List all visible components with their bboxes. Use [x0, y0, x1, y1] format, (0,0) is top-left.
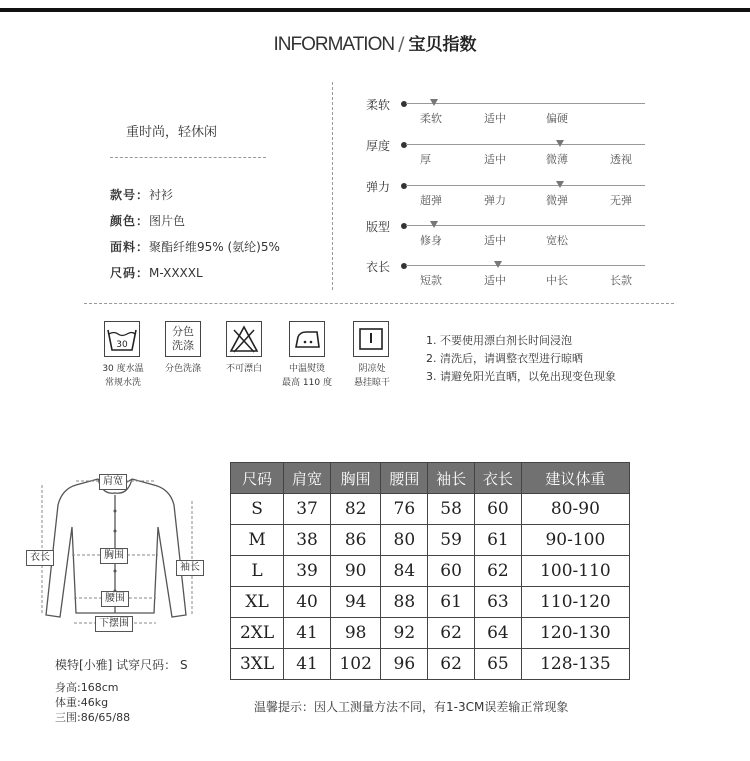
size-cell: 65: [475, 649, 522, 680]
attr-option: 短款: [420, 274, 442, 287]
size-cell: 98: [330, 618, 380, 649]
size-header-cell: 衣长: [475, 463, 522, 494]
attr-dot: [401, 101, 407, 107]
wash-30-icon: [104, 321, 140, 357]
size-cell: 2XL: [231, 618, 284, 649]
attr-option: 厚: [420, 153, 431, 166]
size-header-cell: 肩宽: [284, 463, 331, 494]
attr-option: 中长: [546, 274, 568, 287]
size-cell: 37: [284, 494, 331, 525]
vertical-divider: [332, 82, 333, 290]
size-cell: 102: [330, 649, 380, 680]
attr-selected-marker: [494, 261, 502, 268]
size-cell: 60: [475, 494, 522, 525]
size-cell: 61: [475, 525, 522, 556]
size-cell: 80-90: [521, 494, 629, 525]
size-cell: 3XL: [231, 649, 284, 680]
size-header-cell: 尺码: [231, 463, 284, 494]
size-cell: 96: [381, 649, 428, 680]
attr-option: 适中: [484, 274, 506, 287]
shade-dry-icon: [353, 321, 389, 357]
size-cell: 41: [284, 618, 331, 649]
section-heading: [0, 30, 750, 56]
wash-caption: 30 度水温 常规水洗: [102, 364, 144, 388]
attr-option: 适中: [484, 112, 506, 125]
size-cell: 58: [428, 494, 475, 525]
sleeve-label: 袖长: [176, 560, 204, 576]
attr-option: 弹力: [484, 194, 506, 207]
size-cell: 88: [381, 587, 428, 618]
attr-option: 适中: [484, 153, 506, 166]
care-note-1: 1. 不要使用漂白剂长时间浸泡: [426, 334, 572, 347]
size-cell: 39: [284, 556, 331, 587]
size-header-cell: 腰围: [381, 463, 428, 494]
attr-scale-line: [406, 185, 645, 186]
separate-wash-text1: 分色: [172, 325, 194, 338]
care-note-3: 3. 请避免阳光直晒，以免出现变色现象: [426, 370, 616, 383]
size-cell: 64: [475, 618, 522, 649]
size-cell: 62: [428, 649, 475, 680]
attr-scale-line: [406, 144, 645, 145]
attr-option: 柔软: [420, 112, 442, 125]
slogan-divider: [110, 157, 266, 158]
size-cell: M: [231, 525, 284, 556]
size-cell: 59: [428, 525, 475, 556]
size-cell: 128-135: [521, 649, 629, 680]
no-bleach-caption: 不可漂白: [225, 364, 262, 374]
attr-selected-marker: [556, 181, 564, 188]
table-row: [231, 587, 630, 618]
separate-wash-caption: 分色洗涤: [164, 364, 201, 374]
size-cell: 76: [381, 494, 428, 525]
size-cell: 120-130: [521, 618, 629, 649]
care-note-2: 2. 清洗后，请调整衣型进行晾晒: [426, 352, 583, 365]
attr-option: 长款: [610, 274, 632, 287]
attr-label: 衣长: [366, 260, 391, 274]
size-cell: 90: [330, 556, 380, 587]
size-cell: 62: [428, 618, 475, 649]
attr-scale-line: [406, 103, 645, 104]
attr-option: 适中: [484, 234, 506, 247]
attr-scale-line: [406, 265, 645, 266]
separate-wash-icon: [165, 321, 201, 357]
size-cell: 86: [330, 525, 380, 556]
size-cell: 90-100: [521, 525, 629, 556]
size-cell: S: [231, 494, 284, 525]
attr-selected-marker: [430, 221, 438, 228]
size-table: [230, 462, 630, 680]
attr-option: 微弹: [546, 194, 568, 207]
attr-option: 偏硬: [546, 112, 568, 125]
attr-dot: [401, 263, 407, 269]
separate-wash-text2: 洗涤: [172, 339, 194, 352]
heading-cn: 宝贝指数: [408, 35, 477, 55]
attr-label: 弹力: [366, 180, 391, 194]
hem-label: 下摆围: [95, 616, 133, 632]
iron-medium-icon: [289, 321, 325, 357]
size-cell: 82: [330, 494, 380, 525]
table-row: [231, 556, 630, 587]
table-row: [231, 649, 630, 680]
size-cell: 94: [330, 587, 380, 618]
attr-label: 厚度: [366, 139, 391, 153]
info-color: 颜色：图片色: [110, 214, 186, 228]
table-row: [231, 494, 630, 525]
size-cell: 38: [284, 525, 331, 556]
iron-caption: 中温熨烫 最高 110 度: [282, 364, 332, 388]
attr-option: 超弹: [420, 194, 442, 207]
table-row: [231, 525, 630, 556]
size-cell: L: [231, 556, 284, 587]
attr-label: 版型: [366, 220, 391, 234]
size-cell: 92: [381, 618, 428, 649]
size-cell: 60: [428, 556, 475, 587]
model-weight: 体重:46kg: [55, 696, 109, 709]
measurement-tip: 温馨提示：因人工测量方法不同，有1-3CM误差输正常现象: [254, 700, 569, 714]
length-label: 衣长: [26, 550, 54, 566]
wash-temp-text: 30: [116, 340, 128, 350]
attr-selected-marker: [556, 140, 564, 147]
table-row: [231, 618, 630, 649]
size-header-cell: 袖长: [428, 463, 475, 494]
attr-option: 微薄: [546, 153, 568, 166]
attr-option: 宽松: [546, 234, 568, 247]
size-cell: 63: [475, 587, 522, 618]
attr-scale-line: [406, 225, 645, 226]
attr-dot: [401, 183, 407, 189]
model-measure: 三围:86/65/88: [55, 711, 131, 724]
size-cell: 62: [475, 556, 522, 587]
slogan: 重时尚，轻休闲: [126, 125, 218, 140]
waist-label: 腰围: [101, 591, 129, 607]
size-cell: 61: [428, 587, 475, 618]
attr-dot: [401, 142, 407, 148]
attr-option: 透视: [610, 153, 632, 166]
heading-slash: /: [398, 33, 405, 55]
attr-selected-marker: [430, 99, 438, 106]
info-size: 尺码：M-XXXXL: [110, 266, 203, 280]
model-title: 模特[小雅] 试穿尺码： S: [55, 658, 188, 672]
attr-option: 无弹: [610, 194, 632, 207]
section-divider: [84, 303, 674, 304]
size-cell: 110-120: [521, 587, 629, 618]
chest-label: 胸围: [100, 548, 128, 564]
size-table-header: [231, 463, 630, 494]
shade-dry-caption: 阴凉处 悬挂晾干: [353, 364, 390, 388]
size-cell: 80: [381, 525, 428, 556]
info-style: 款号：衬衫: [110, 188, 174, 202]
size-header-cell: 建议体重: [521, 463, 629, 494]
attr-dot: [401, 223, 407, 229]
no-bleach-icon: [226, 321, 262, 357]
model-height: 身高:168cm: [55, 681, 119, 694]
size-cell: 40: [284, 587, 331, 618]
shoulder-label: 肩宽: [99, 474, 127, 490]
heading-en: INFORMATION: [273, 34, 395, 55]
size-cell: XL: [231, 587, 284, 618]
info-fabric: 面料：聚酯纤维95% (氨纶)5%: [110, 240, 280, 254]
attr-option: 修身: [420, 234, 442, 247]
size-header-cell: 胸围: [330, 463, 380, 494]
size-cell: 84: [381, 556, 428, 587]
attr-label: 柔软: [366, 98, 391, 112]
size-cell: 41: [284, 649, 331, 680]
size-cell: 100-110: [521, 556, 629, 587]
top-bar: [0, 8, 750, 12]
